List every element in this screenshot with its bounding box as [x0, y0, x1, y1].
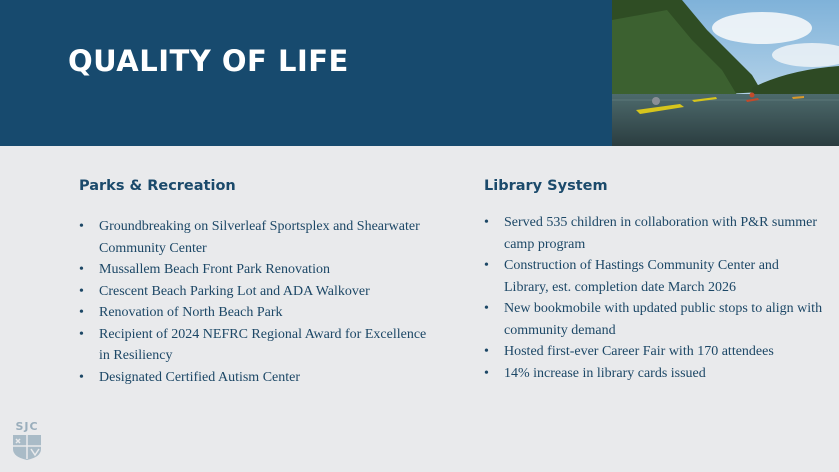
list-item: • Designated Certified Autism Center [79, 367, 439, 389]
library-system-section [484, 178, 824, 384]
library-list [484, 212, 824, 384]
kayak-photo [612, 0, 839, 146]
title-banner [0, 0, 612, 146]
list-item: • Hosted first-ever Career Fair with 170 attendees [484, 341, 824, 363]
list-item: • Recipient of 2024 NEFRC Regional Award for Excellence in Resiliency [79, 324, 439, 367]
sjc-logo [10, 420, 44, 464]
list-item: • 14% increase in library cards issued [484, 363, 824, 385]
list-item: • Crescent Beach Parking Lot and ADA Walkover [79, 281, 439, 303]
parks-heading: Parks & Recreation [79, 178, 236, 194]
list-item: • Construction of Hastings Community Center and Library, est. completion date March 2026 [484, 255, 824, 298]
logo-text: SJC [15, 420, 39, 433]
list-item: • New bookmobile with updated public stops to align with community demand [484, 298, 824, 341]
list-item: • Mussallem Beach Front Park Renovation [79, 259, 439, 281]
slide-title: QUALITY OF LIFE [68, 44, 349, 78]
list-item: • Served 535 children in collaboration with P&R summer camp program [484, 212, 824, 255]
parks-recreation-section [79, 178, 439, 388]
list-item: • Groundbreaking on Silverleaf Sportsplex and Shearwater Community Center [79, 216, 439, 259]
list-item: • Renovation of North Beach Park [79, 302, 439, 324]
library-heading: Library System [484, 178, 608, 194]
parks-list [79, 216, 439, 388]
shield-icon [10, 433, 44, 461]
